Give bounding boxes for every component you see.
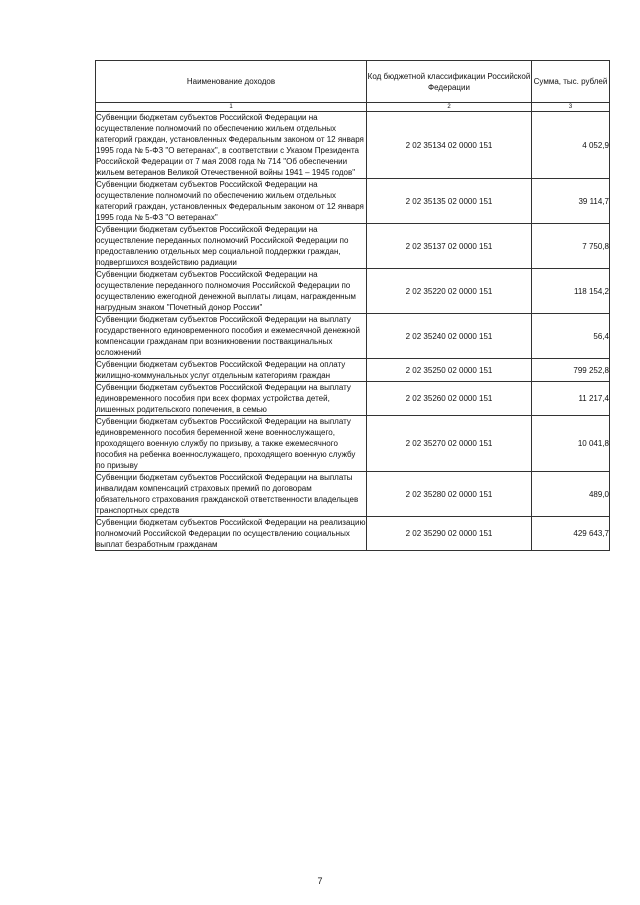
table-row <box>96 472 610 517</box>
budget-code: 2 02 35135 02 0000 151 <box>367 179 532 224</box>
amount: 39 114,7 <box>532 179 610 224</box>
income-name: Субвенции бюджетам субъектов Российской Федерации на оплату жилищно-коммунальных услуг отдельным категориям граждан <box>96 359 367 382</box>
amount: 10 041,8 <box>532 416 610 472</box>
income-name: Субвенции бюджетам субъектов Российской Федерации на выплату государственного единовременного пособия и ежемесячной денежной компенсации гражданам при возникновении поствакцинальных осложнений <box>96 314 367 359</box>
budget-code: 2 02 35250 02 0000 151 <box>367 359 532 382</box>
income-name: Субвенции бюджетам субъектов Российской Федерации на выплату единовременного пособия беременной жене военнослужащего, проходящего военную службу по призыву, а также ежемесячного пособия на ребенка военнослужащего, проходящего военную службу по призыву <box>96 416 367 472</box>
table-row <box>96 269 610 314</box>
table-header-row <box>96 61 610 103</box>
amount: 489,0 <box>532 472 610 517</box>
amount: 118 154,2 <box>532 269 610 314</box>
income-name: Субвенции бюджетам субъектов Российской Федерации на осуществление переданного полномочия Российской Федерации по осуществлению ежегодной денежной выплаты лицам, награжденным нагрудным знаком "Почетный донор России" <box>96 269 367 314</box>
table-row <box>96 112 610 179</box>
income-name: Субвенции бюджетам субъектов Российской Федерации на выплаты инвалидам компенсаций страховых премий по договорам обязательного страхования гражданской ответственности владельцев транспортных средств <box>96 472 367 517</box>
header-code: Код бюджетной классификации Российской Федерации <box>367 61 532 103</box>
amount: 56,4 <box>532 314 610 359</box>
income-name: Субвенции бюджетам субъектов Российской Федерации на осуществление полномочий по обеспечению жильем отдельных категорий граждан, установленных Федеральным законом от 12 января 1995 года № 5-ФЗ "О ветеранах" <box>96 179 367 224</box>
income-name: Субвенции бюджетам субъектов Российской Федерации на осуществление полномочий по обеспечению жильем отдельных категорий граждан, установленных Федеральным законом от 12 января 1995 года № 5-ФЗ "О ветеранах", в соответствии с Указом Президента Российской Федерации от 7 мая 2008 года № 714 "Об обеспечении жильем ветеранов Великой Отечественной войны 1941 – 1945 годов" <box>96 112 367 179</box>
budget-code: 2 02 35280 02 0000 151 <box>367 472 532 517</box>
page-number: 7 <box>317 876 323 886</box>
column-number-row <box>96 103 610 112</box>
table-row <box>96 517 610 551</box>
amount: 4 052,9 <box>532 112 610 179</box>
budget-code: 2 02 35134 02 0000 151 <box>367 112 532 179</box>
amount: 429 643,7 <box>532 517 610 551</box>
budget-code: 2 02 35290 02 0000 151 <box>367 517 532 551</box>
income-name: Субвенции бюджетам субъектов Российской Федерации на реализацию полномочий Российской Федерации по осуществлению социальных выплат безработным гражданам <box>96 518 366 549</box>
budget-code: 2 02 35240 02 0000 151 <box>367 314 532 359</box>
column-number-2: 2 <box>367 103 532 112</box>
amount: 11 217,4 <box>532 382 610 416</box>
income-name: Субвенции бюджетам субъектов Российской Федерации на осуществление переданных полномочий Российской Федерации по предоставлению отдельных мер социальной поддержки граждан, подвергшихся воздействию радиации <box>96 224 367 269</box>
column-number-3: 3 <box>532 103 610 112</box>
column-number-1: 1 <box>96 103 367 112</box>
table-row <box>96 416 610 472</box>
header-sum: Сумма, тыс. рублей <box>532 61 610 103</box>
budget-code: 2 02 35270 02 0000 151 <box>367 416 532 472</box>
amount: 7 750,8 <box>532 224 610 269</box>
budget-code: 2 02 35220 02 0000 151 <box>367 269 532 314</box>
budget-code: 2 02 35260 02 0000 151 <box>367 382 532 416</box>
table-row <box>96 382 610 416</box>
budget-code: 2 02 35137 02 0000 151 <box>367 224 532 269</box>
table-row <box>96 314 610 359</box>
table-row <box>96 359 610 382</box>
income-name: Субвенции бюджетам субъектов Российской Федерации на выплату единовременного пособия при всех формах устройства детей, лишенных родительского попечения, в семью <box>96 382 367 416</box>
table-row <box>96 224 610 269</box>
table-row <box>96 179 610 224</box>
amount: 799 252,8 <box>532 359 610 382</box>
header-name: Наименование доходов <box>96 61 367 103</box>
revenue-table <box>95 60 610 551</box>
